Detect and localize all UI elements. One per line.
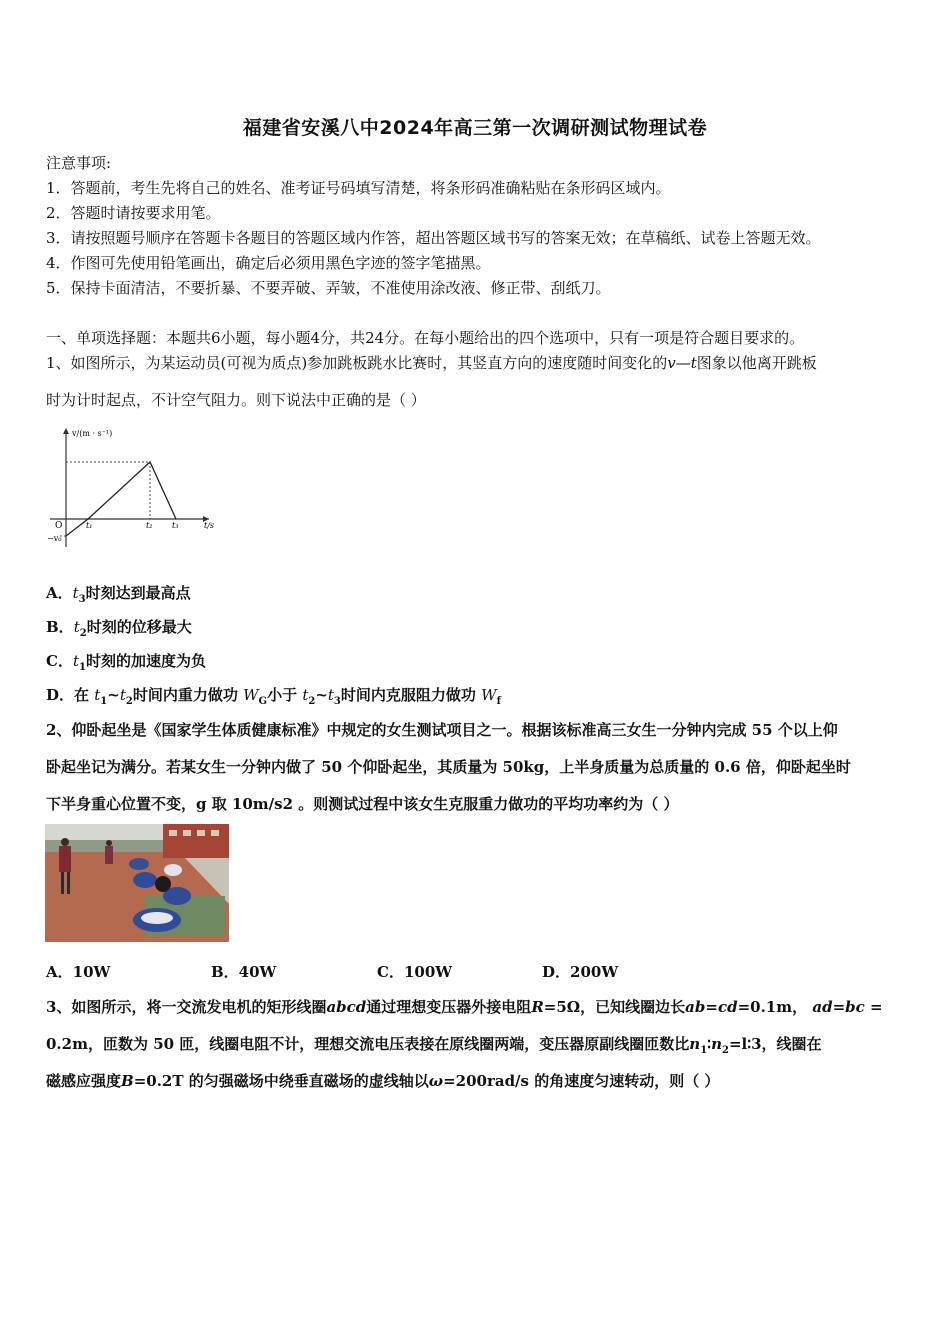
student-stripe [141,912,173,924]
q3-text: 0.2m，匝数为 50 匝，线圈电阻不计，理想交流电压表接在原线圈两端，变压器原副线圈匝数比 [46,1035,690,1053]
teacher-leg [67,872,70,894]
q3-text: 磁感应强度 [46,1072,122,1090]
option-var: W [243,686,259,704]
student-5 [164,864,182,876]
option-sub: f [496,696,501,707]
q3-text: =5Ω，已知线圈边长 [543,998,686,1016]
q3-var-n: n [689,1035,701,1053]
option-letter: D． [46,686,75,704]
option-sub: 3 [333,696,341,707]
option-var: t [72,652,79,670]
q2-choice-b: B．40W [211,963,277,981]
note-item-1: 1．答题前，考生先将自己的姓名、准考证号码填写清楚，将条形码准确粘贴在条形码区域内。 [46,179,671,197]
q2-choice-a: A．10W [46,963,111,981]
building-window [211,830,219,836]
option-var: W [481,686,497,704]
q1-option-a [46,582,191,605]
q3-stem-line3 [46,1070,719,1091]
teacher-figure [59,846,71,872]
option-sub: G [258,696,268,707]
photo-illustration [45,824,229,942]
q2-stem-line2: 卧起坐记为满分。若某女生一分钟内做了 50 个仰卧起坐，其质量为 50kg，上半身质量为总质量的 0.6 倍，仰卧起坐时 [46,758,851,776]
q3-var-b: B [121,1072,134,1090]
graph-t3: t₃ [172,521,179,530]
graph-y-arrow [63,428,69,434]
q3-text: =0.2T 的匀强磁场中绕垂直磁场的虚线轴以 [133,1072,429,1090]
option-text: ~ [107,686,120,704]
q2-stem-line3: 下半身重心位置不变，g 取 10m/s2 。则测试过程中该女生克服重力做功的平均功率约为（ ） [46,795,679,813]
vt-graph [44,422,214,552]
option-var: t [72,584,79,602]
student-4 [129,858,149,870]
option-var: t [327,686,334,704]
q2-choice-d: D．200W [542,963,619,981]
q2-choice-c: C．100W [377,963,453,981]
q1-stem-line2: 时为计时起点，不计空气阻力。则下说法中正确的是（ ） [46,391,426,409]
graph-neg-v0: −v₀ [47,534,62,543]
option-text: 时间内克服阻力做功 [340,686,476,704]
q3-text: =200rad/s 的角速度匀速转动，则（ ） [443,1072,720,1090]
situp-photo [45,824,229,942]
q3-text: =0.1m， [737,998,808,1016]
building [163,824,229,858]
graph-xlabel: t/s [204,521,214,530]
q3-var-n: n [711,1035,722,1053]
observer-figure [105,846,113,864]
teacher-leg [61,872,64,894]
graph-origin: O [55,521,63,531]
q2-stem-line1: 2、仰卧起坐是《国家学生体质健康标准》中规定的女生测试项目之一。根据该标准高三女生一分钟内完成 55 个以上仰 [46,721,838,739]
option-var: t [94,686,101,704]
option-letter: C． [46,652,73,670]
q3-text: 3、如图所示，将一交流发电机的矩形线圈 [46,998,327,1016]
option-text: ~ [315,686,328,704]
page-title: 福建省安溪八中2024年高三第一次调研测试物理试卷 [242,117,708,139]
option-text: 时间内重力做功 [132,686,238,704]
option-letter: B． [46,618,74,636]
option-sub: 2 [79,628,87,639]
building-window [183,830,191,836]
option-var: t [73,618,80,636]
building-window [169,830,177,836]
option-sub: 3 [78,594,86,605]
student-3 [133,872,157,888]
q3-var-r: R [531,998,544,1016]
observer-head [106,840,112,846]
option-text: 小于 [267,686,298,704]
q3-text: = [705,998,718,1016]
q1-vt: v—t [667,354,697,372]
note-item-5: 5．保持卡面清洁，不要折暴、不要弄破、弄皱，不准使用涂改液、修正带、刮纸刀。 [46,279,611,297]
q3-stem-line1 [46,996,883,1017]
option-text: 时刻达到最高点 [85,584,191,602]
q3-var-ad: ad [812,998,833,1016]
q3-stem-line2 [46,1033,822,1056]
q1-text-c: 图象以他离开跳板 [696,354,817,372]
option-sub: 2 [125,696,133,707]
q1-option-b [46,616,192,639]
graph-t2: t₂ [146,521,153,530]
option-text: 在 [74,686,90,704]
q1-option-d [46,684,501,707]
q3-var-bc: bc [845,998,865,1016]
note-item-3: 3．请按照题号顺序在答题卡各题目的答题区域内作答，超出答题区域书写的答案无效；在草稿纸、试卷上答题无效。 [46,229,821,247]
q3-sub: 2 [721,1045,729,1056]
teacher-head [61,838,69,846]
q3-text: =l∶3，线圈在 [728,1035,822,1053]
option-letter: A． [46,584,73,602]
q3-text: = [832,998,846,1016]
q1-text-a: 1、如图所示，为某运动员(可视为质点)参加跳板跳水比赛时，其竖直方向的速度随时间变化的 [46,354,668,372]
option-sub: 1 [78,662,86,673]
q3-var-cd: cd [717,998,738,1016]
option-text: 时刻的加速度为负 [85,652,206,670]
q3-var-abcd: abcd [326,998,367,1016]
q3-var-omega: ω [428,1072,444,1090]
notes-heading: 注意事项: [46,154,112,172]
option-var: t [119,686,126,704]
q3-var-ab: ab [685,998,706,1016]
q3-sub: 1 [700,1045,708,1056]
note-item-4: 4．作图可先使用铅笔画出，确定后必须用黑色字迹的签字笔描黑。 [46,254,491,272]
option-text: 时刻的位移最大 [86,618,192,636]
graph-ylabel: v/(m · s⁻¹) [72,429,113,438]
graph-t1: t₁ [86,521,93,530]
option-var: t [302,686,309,704]
q3-text: 通过理想变压器外接电阻 [366,998,532,1016]
student-hair [155,876,171,892]
q3-text: = [864,998,883,1016]
note-item-2: 2．答题时请按要求用笔。 [46,204,221,222]
option-sub: 1 [100,696,108,707]
q3-text: ∶ [707,1035,712,1053]
graph-velocity-line [66,462,179,536]
option-sub: 2 [308,696,316,707]
building-window [197,830,205,836]
q1-option-c [46,650,206,673]
q1-stem-line1 [46,352,817,373]
section-heading: 一、单项选择题：本题共6小题，每小题4分，共24分。在每小题给出的四个选项中，只有一项是符合题目要求的。 [46,329,805,347]
